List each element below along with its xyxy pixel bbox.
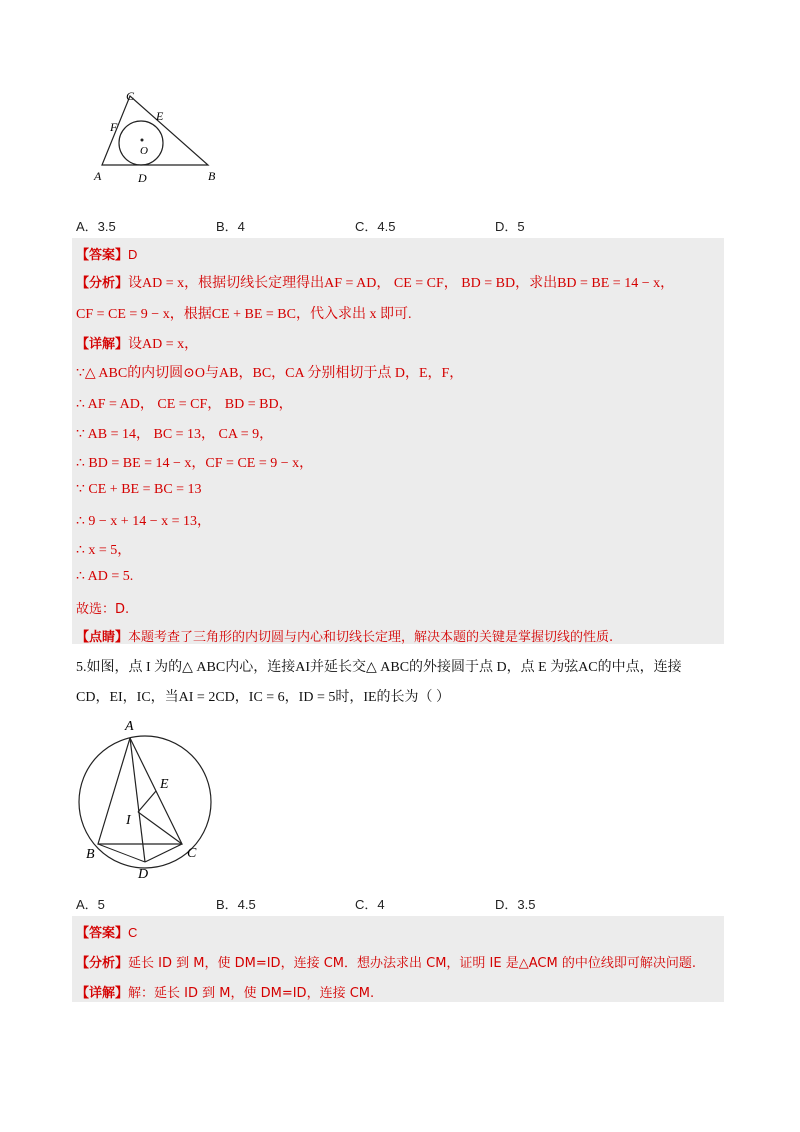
comment-tag: 【点睛】 — [76, 630, 129, 645]
detail-tag: 【详解】 — [76, 337, 129, 352]
center-o-dot — [141, 139, 144, 142]
detail-text: 解：延长 ID 到 M，使 DM=ID，连接 CM. — [128, 986, 375, 1001]
label-a: A — [94, 169, 102, 183]
q4-step-5: ∵ CE + BE = BC = 13 — [76, 482, 202, 497]
answer-value: D — [128, 247, 138, 262]
label-c: C — [187, 846, 197, 861]
q4-step-4: ∴ BD = BE = 14 − x，CF = CE = 9 − x， — [76, 456, 314, 471]
q5-option-d: D．3.5 — [495, 897, 536, 912]
label-b: B — [86, 847, 95, 862]
q5-option-b: B．4.5 — [216, 897, 256, 912]
q4-analysis-line1 — [76, 272, 674, 292]
q4-choice: 故选：D. — [76, 602, 130, 617]
segment-bd — [98, 844, 145, 862]
label-d: D — [138, 171, 147, 185]
q4-step-3: ∵ AB = 14， BC = 13， CA = 9， — [76, 427, 274, 442]
analysis-tag: 【分析】 — [76, 956, 129, 971]
label-o: O — [140, 145, 148, 157]
label-a: A — [125, 719, 134, 734]
q4-step-8: ∴ AD = 5. — [76, 569, 134, 584]
label-e: E — [156, 109, 164, 123]
segment-ie — [138, 791, 156, 812]
figure-triangle-incircle — [88, 88, 228, 188]
label-f: F — [110, 120, 118, 134]
label-d: D — [138, 867, 149, 882]
detail-tag: 【详解】 — [76, 986, 129, 1001]
q5-stem-line2: CD，EI，IC，当AI = 2CD，IC = 6，ID = 5时，IE的长为（ ） — [76, 690, 451, 705]
circumcircle-svg — [70, 712, 220, 884]
q4-answer-line — [76, 244, 137, 264]
q4-option-b: B．4 — [216, 219, 245, 234]
label-e: E — [160, 777, 169, 792]
q4-option-a: A．3.5 — [76, 219, 116, 234]
analysis-text: 延长 ID 到 M，使 DM=ID，连接 CM．想办法求出 CM，证明 IE 是△ACM 的中位线即可解决问题. — [128, 956, 696, 971]
label-c: C — [126, 89, 135, 103]
incircle-o — [119, 121, 163, 165]
q5-detail-line — [76, 982, 374, 1002]
label-b: B — [208, 169, 216, 183]
q5-analysis-line — [76, 952, 696, 972]
answer-tag: 【答案】 — [76, 248, 129, 263]
q4-analysis-line2: CF = CE = 9 − x，根据CE + BE = BC，代入求出 x 即可. — [76, 307, 412, 322]
q4-detail-line — [76, 333, 198, 353]
q5-option-c: C．4 — [355, 897, 385, 912]
label-i: I — [126, 813, 131, 828]
q4-step-1: ∵△ ABC的内切圆⊙O与AB，BC，CA 分别相切于点 D，E，F， — [76, 366, 464, 381]
analysis-tag: 【分析】 — [76, 276, 129, 291]
q5-option-a: A．5 — [76, 897, 105, 912]
triangle-incircle-svg — [88, 88, 228, 188]
q4-option-d: D．5 — [495, 219, 525, 234]
detail-text: 设AD = x， — [128, 337, 199, 352]
analysis-text-1: 设AD = x，根据切线长定理得出AF = AD， CE = CF， BD = BD，求出BD = BE = 14 − x， — [128, 276, 675, 291]
figure-circumcircle — [70, 712, 220, 884]
answer-value: C — [128, 925, 138, 940]
triangle-abc-inscribed — [98, 738, 182, 844]
q5-answer-line — [76, 922, 137, 942]
q4-step-2: ∴ AF = AD， CE = CF， BD = BD， — [76, 397, 293, 412]
q4-option-c: C．4.5 — [355, 219, 396, 234]
comment-text: 本题考查了三角形的内切圆与内心和切线长定理，解决本题的关键是掌握切线的性质. — [128, 630, 614, 645]
segment-ic — [138, 812, 182, 844]
triangle-abc — [102, 96, 208, 165]
q4-step-6: ∴ 9 − x + 14 − x = 13， — [76, 514, 211, 529]
q5-stem-line1: 5.如图，点 I 为的△ ABC内心，连接AI并延长交△ ABC的外接圆于点 D，点 E 为弦AC的中点，连接 — [76, 660, 682, 675]
answer-tag: 【答案】 — [76, 926, 129, 941]
q4-comment-line — [76, 626, 613, 646]
segment-cd — [145, 844, 182, 862]
q4-step-7: ∴ x = 5， — [76, 543, 132, 558]
